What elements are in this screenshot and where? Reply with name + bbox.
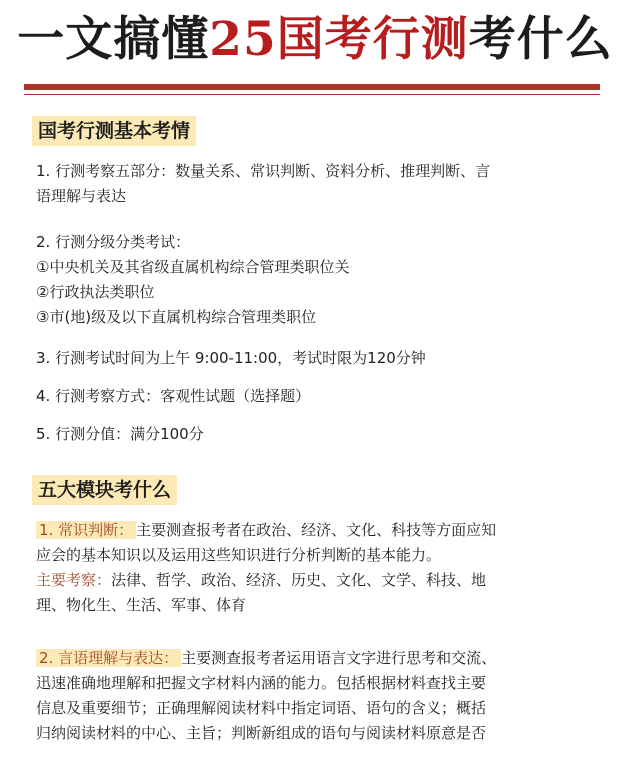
item-exam-categories-sub-3: ③市(地)级及以下直属机构综合管理类职位 xyxy=(36,308,317,326)
title-divider-thin xyxy=(24,94,600,95)
module-common-sense-desc-1: 主要测查报考者在政治、经济、文化、科技等方面应知 xyxy=(136,521,497,539)
item-exam-parts-line-2: 语理解与表达 xyxy=(36,187,127,205)
item-exam-categories-sub-2: ②行政执法类职位 xyxy=(36,283,155,301)
module-common-sense-focus-2: 理、物化生、生活、军事、体育 xyxy=(36,596,247,614)
module-common-sense-focus-label: 主要考察： xyxy=(36,571,112,589)
item-exam-parts xyxy=(36,159,592,209)
module-common-sense-desc-2: 应会的基本知识以及运用这些知识进行分析判断的基本能力。 xyxy=(36,546,442,564)
item-exam-categories-sub-1: ①中央机关及其省级直属机构综合管理类职位关 xyxy=(36,258,350,276)
page-title xyxy=(0,8,630,72)
item-exam-categories xyxy=(36,230,592,330)
bottom-fade xyxy=(0,755,630,769)
module-verbal-desc-1: 主要测查报考者运用语言文字进行思考和交流、 xyxy=(181,649,497,667)
module-common-sense-focus-1: 法律、哲学、政治、经济、历史、文化、文学、科技、地 xyxy=(111,571,487,589)
item-exam-format: 4. 行测考察方式：客观性试题（选择题） xyxy=(36,387,311,405)
module-verbal-desc-3: 信息及重要细节；正确理解阅读材料中指定词语、语句的含义；概括 xyxy=(36,699,487,717)
module-verbal-desc-4: 归纳阅读材料的中心、主旨；判断新组成的语句与阅读材料原意是否 xyxy=(36,724,487,742)
item-exam-parts-line-1: 1. 行测考察五部分：数量关系、常识判断、资料分析、推理判断、言 xyxy=(36,162,491,180)
section-heading-basic-info: 国考行测基本考情 xyxy=(32,116,196,146)
module-common-sense-label: 1. 常识判断： xyxy=(36,521,136,539)
title-divider-thick xyxy=(24,84,600,90)
item-exam-time: 3. 行测考试时间为上午 9:00-11:00，考试时限为120分钟 xyxy=(36,349,426,367)
title-part-3: 考什么 xyxy=(468,12,613,67)
title-part-2: 25国考行测 xyxy=(209,12,469,67)
module-verbal-desc-2: 迅速准确地理解和把握文字材料内涵的能力。包括根据材料查找主要 xyxy=(36,674,487,692)
title-part-1: 一文搞懂 xyxy=(17,12,210,67)
module-verbal-line-1 xyxy=(36,646,592,671)
module-common-sense-focus-line-1 xyxy=(36,568,592,593)
item-exam-score: 5. 行测分值：满分100分 xyxy=(36,425,204,443)
section-heading-five-modules: 五大模块考什么 xyxy=(32,475,177,505)
item-exam-categories-heading: 2. 行测分级分类考试： xyxy=(36,233,191,251)
module-common-sense xyxy=(36,518,592,618)
module-common-sense-line-1 xyxy=(36,518,592,543)
module-verbal xyxy=(36,646,592,746)
module-verbal-label: 2. 言语理解与表达： xyxy=(36,649,181,667)
